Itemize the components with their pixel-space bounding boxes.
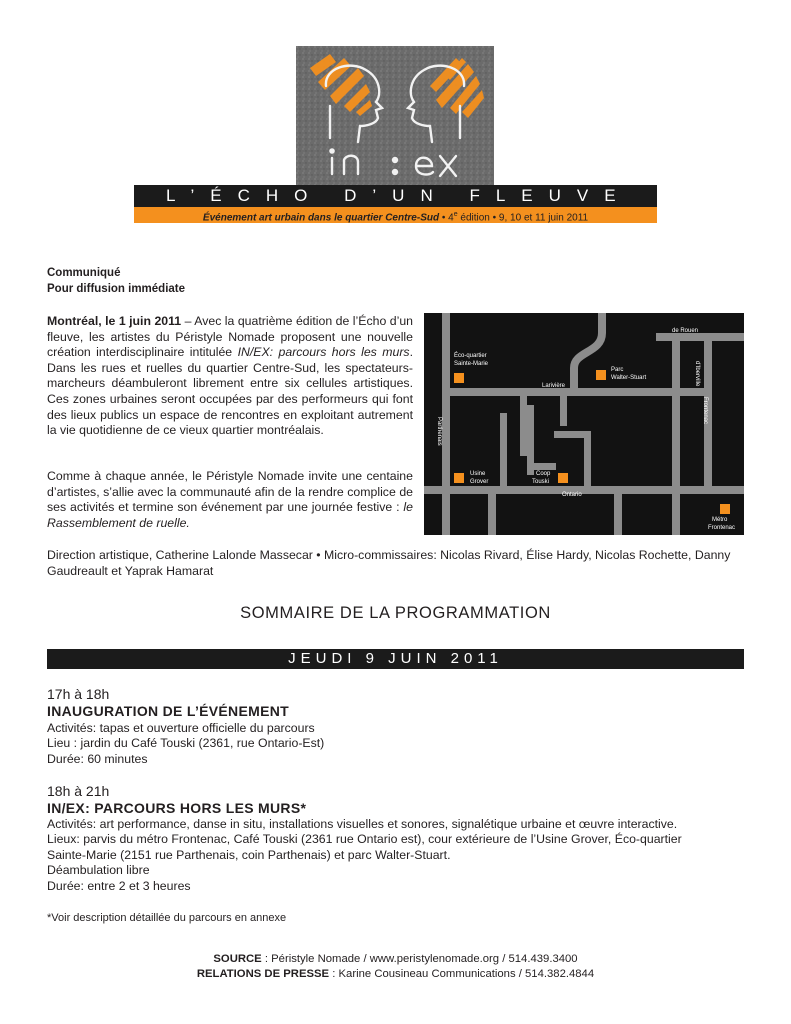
place-metro-1: Métro	[712, 517, 728, 523]
event-detail-line: Sainte-Marie (2151 rue Parthenais, coin Parthenais) et parc Walter-Stuart.	[47, 847, 451, 862]
event-detail-line: Lieu : jardin du Café Touski (2361, rue Ontario-Est)	[47, 736, 325, 751]
street-lariviere: Larivière	[542, 383, 566, 389]
event-time: 17h à 18h	[47, 686, 110, 702]
place-metro-2: Frontenac	[708, 525, 736, 531]
street-rouen: de Rouen	[672, 328, 699, 334]
street-frontenac: Frontenac	[702, 397, 708, 425]
intro-text-a: – Avec la quatrième édition de l’Écho d’un fleuve, les artistes du Péristyle Nomade proposent une nouvelle création interdisciplinaire intitulée	[47, 314, 414, 360]
subtitle-bold: Événement art urbain dans le quartier Centre-Sud	[202, 212, 440, 224]
rassemblement-title: le Rassemblement de ruelle.	[47, 500, 413, 530]
subtitle-sep: • 4	[439, 212, 454, 224]
contact-footer	[0, 952, 791, 982]
route-map	[424, 313, 744, 535]
street-parthenais: Parthenais	[436, 417, 442, 446]
place-coop-2: Touski	[532, 479, 550, 485]
event-title: IN/EX: PARCOURS HORS LES MURS*	[47, 800, 307, 816]
event-subtitle-banner	[134, 207, 657, 223]
event-detail-line: Activités: tapas et ouverture officielle du parcours	[47, 721, 315, 735]
communique-heading	[47, 266, 185, 297]
program-summary-heading: SOMMAIRE DE LA PROGRAMMATION	[240, 604, 551, 622]
event-detail-line: Durée: entre 2 et 3 heures	[47, 878, 191, 893]
communique-label: Communiqué	[47, 267, 121, 279]
subtitle-rest: édition • 9, 10 et 11 juin 2011	[457, 212, 589, 224]
footnote: *Voir description détaillée du parcours en annexe	[47, 912, 287, 924]
subtitle-sup: e	[453, 211, 458, 218]
event-details	[47, 721, 757, 767]
place-eco-2: Sainte-Marie	[454, 361, 489, 367]
event-detail-line: Durée: 60 minutes	[47, 751, 148, 766]
street-ontario: Ontario	[562, 492, 582, 498]
place-usine-1: Usine	[470, 471, 486, 477]
place-eco-1: Éco-quartier	[454, 353, 487, 359]
dateline: Montréal, le 1 juin 2011	[47, 314, 182, 328]
work-title: IN/EX: parcours hors les murs	[237, 345, 410, 360]
street-iberville: d’Iberville	[694, 361, 700, 387]
event-title-banner: L’ÉCHO D’UN FLEUVE	[134, 185, 657, 207]
event-detail-line: Activités: art performance, danse in situ, installations visuelles et sonores, signalétique urbaine et œuvre interactive.	[47, 817, 678, 831]
intro-text-b: . Dans les rues et ruelles du quartier Centre-Sud, les spectateurs-marcheurs déambuleront librement entre six cellules artistiques. Ces zones urbaines seront occupées par des performeurs qui font des lieux publics un espace de rencontres en exploitant autrement la vie quotidienne de ce vieux quartier montréalais.	[47, 345, 413, 438]
place-coop-1: Coop	[536, 471, 551, 477]
place-usine-2: Grover	[470, 479, 489, 485]
intro-paragraph	[47, 314, 413, 439]
credits-paragraph: Direction artistique, Catherine Lalonde Massecar • Micro-commissaires: Nicolas Rivard, Élise Hardy, Nicolas Rochette, Danny Gaudreault et Yaprak Hamarat	[47, 548, 731, 578]
event-detail-line: Lieux: parvis du métro Frontenac, Café Touski (2361 rue Ontario est), cour extérieure de l’Usine Grover, Éco-quartier	[47, 832, 682, 847]
place-parc-2: Walter-Stuart	[611, 375, 647, 381]
source-line	[0, 952, 791, 967]
press-line	[0, 967, 791, 982]
event-details	[47, 817, 757, 894]
place-parc-1: Parc	[611, 367, 624, 373]
diffusion-label: Pour diffusion immédiate	[47, 282, 186, 295]
press-text: : Karine Cousineau Communications / 514.382.4844	[329, 968, 595, 980]
press-label: RELATIONS DE PRESSE	[196, 968, 330, 980]
second-paragraph	[47, 469, 413, 531]
day-banner: JEUDI 9 JUIN 2011	[47, 649, 744, 669]
second-text: Comme à chaque année, le Péristyle Nomade invite une centaine d’artistes, s’allie avec la communauté afin de la rendre complice de ses activités et termine son événement par une journée festive :	[47, 469, 413, 515]
header-logo-image	[296, 46, 494, 185]
source-text: : Péristyle Nomade / www.peristylenomade.org / 514.439.3400	[261, 953, 578, 965]
source-label: SOURCE	[213, 953, 262, 965]
event-title: INAUGURATION DE L’ÉVÉNEMENT	[47, 703, 289, 719]
event-detail-line: Déambulation libre	[47, 863, 150, 878]
event-time: 18h à 21h	[47, 783, 110, 799]
